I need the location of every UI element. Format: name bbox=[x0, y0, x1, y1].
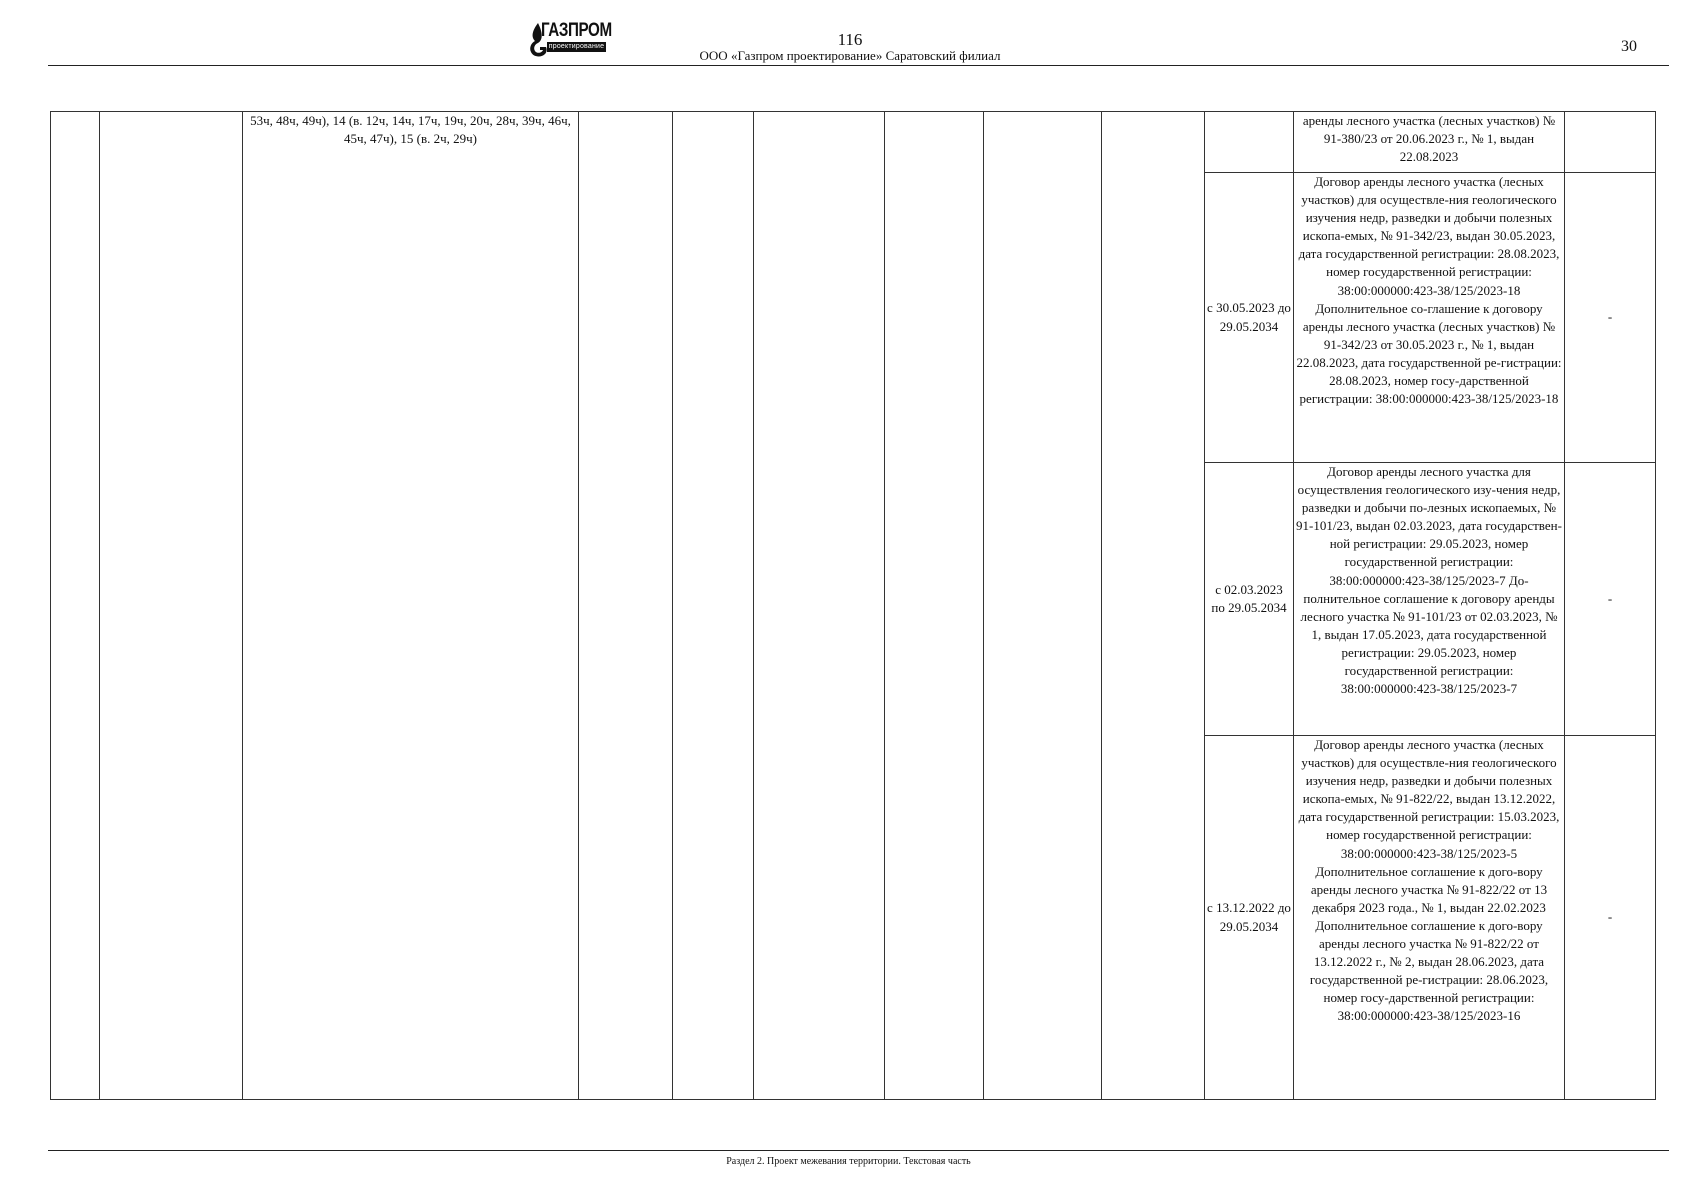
sheet-number: 30 bbox=[1621, 38, 1637, 55]
document-cell: Договор аренды лесного участка для осуществления геологического изу-чения недр, разведки и добычи по-лезных ископаемых, № 91-101/23, выдан 02.03.2023, дата государствен-ной регистрации: 29.05.2023, номер государственной регистрации: 38:00:000000:423-38/125/2023-7 До-полнительное соглашение к договору аренды лесного участка № 91-101/23 от 02.03.2023, № 1, выдан 17.05.2023, дата государственной регистрации: 29.05.2023, номер государственной регистрации: 38:00:000000:423-38/125/2023-7 bbox=[1294, 463, 1565, 736]
document-cell: Договор аренды лесного участка (лесных участков) для осуществле-ния геологического изучения недр, разведки и добычи полезных ископа-емых, № 91-822/22, выдан 13.12.2022, дата государственной регистрации: 15.03.2023, номер государственной регистрации: 38:00:000000:423-38/125/2023-5 Дополнительное соглашение к дого-вору аренды лесного участка № 91-822/22 от 13 декабря 2023 года., № 1, выдан 22.02.2023 Дополнительное соглашение к дого-вору аренды лесного участка № 91-822/22 от 13.12.2022 г., № 2, выдан 28.06.2023, дата государственной ре-гистрации: 28.06.2023, номер госу-дарственной регистрации: 38:00:000000:423-38/125/2023-16 bbox=[1294, 736, 1565, 1100]
gazprom-logo bbox=[527, 20, 612, 61]
table-row bbox=[51, 112, 1656, 173]
note-cell bbox=[1565, 112, 1656, 173]
table-cell bbox=[51, 112, 100, 1100]
page-number: 116 bbox=[837, 30, 863, 49]
table-cell bbox=[885, 112, 984, 1100]
table-cell bbox=[1102, 112, 1205, 1100]
period-cell bbox=[1205, 112, 1294, 173]
footer-rule bbox=[48, 1150, 1669, 1151]
document-cell: Договор аренды лесного участка (лесных участков) для осуществле-ния геологического изучения недр, разведки и добычи полезных ископа-емых, № 91-342/23, выдан 30.05.2023, дата государственной регистрации: 28.08.2023, номер государственной регистрации: 38:00:000000:423-38/125/2023-18 Дополнительное со-глашение к договору аренды лесного участка (лесных участков) № 91-342/23 от 30.05.2023 г., № 1, выдан 22.08.2023, дата государственной ре-гистрации: 28.08.2023, номер госу-дарственной регистрации: 38:00:000000:423-38/125/2023-18 bbox=[1294, 173, 1565, 463]
logo-word: ГАЗПРОМ bbox=[541, 20, 612, 41]
footer-text: Раздел 2. Проект межевания территории. Текстовая часть bbox=[726, 1156, 971, 1167]
period-cell: с 02.03.2023 по 29.05.2034 bbox=[1205, 463, 1294, 736]
period-cell: с 30.05.2023 до 29.05.2034 bbox=[1205, 173, 1294, 463]
table-cell bbox=[754, 112, 885, 1100]
continuation-text: 53ч, 48ч, 49ч), 14 (в. 12ч, 14ч, 17ч, 19ч, 20ч, 28ч, 39ч, 46ч, 45ч, 47ч), 15 (в. 2ч, 29ч) bbox=[243, 112, 579, 1100]
logo-subtext: проектирование bbox=[548, 43, 605, 50]
header-rule bbox=[48, 65, 1669, 66]
table-cell bbox=[100, 112, 243, 1100]
company-name: ООО «Газпром проектирование» Саратовский филиал bbox=[699, 48, 1001, 63]
table-cell bbox=[579, 112, 673, 1100]
document-cell: аренды лесного участка (лесных участков) № 91-380/23 от 20.06.2023 г., № 1, выдан 22.08.2023 bbox=[1294, 112, 1565, 173]
period-cell: с 13.12.2022 до 29.05.2034 bbox=[1205, 736, 1294, 1100]
table-cell bbox=[984, 112, 1102, 1100]
note-cell: - bbox=[1565, 173, 1656, 463]
note-cell: - bbox=[1565, 736, 1656, 1100]
data-table bbox=[50, 111, 1656, 1100]
table-cell bbox=[673, 112, 754, 1100]
note-cell: - bbox=[1565, 463, 1656, 736]
page-header bbox=[0, 0, 1697, 70]
